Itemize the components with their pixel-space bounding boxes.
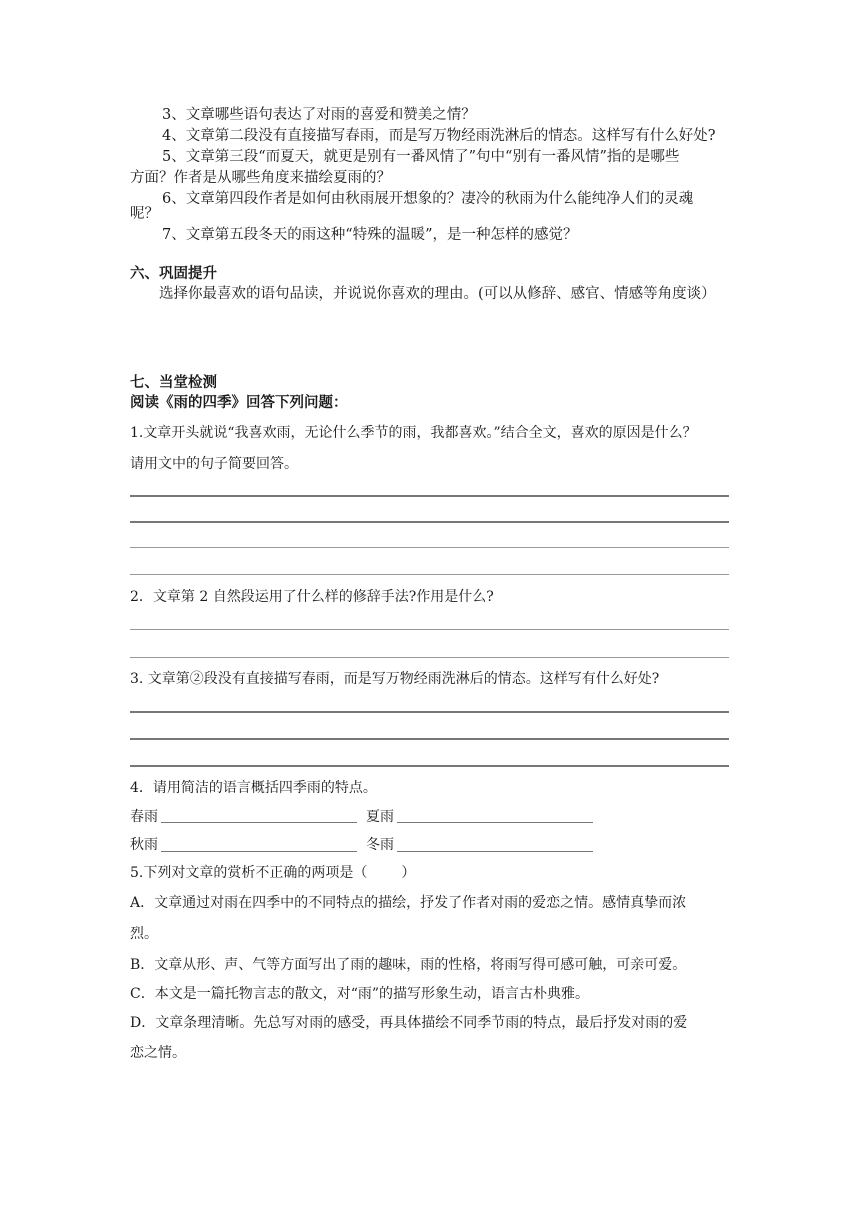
test-q1-line2: 请用文中的句子简要回答。 bbox=[130, 456, 298, 472]
answer-line[interactable] bbox=[130, 574, 729, 575]
test-q2: 2．文章第 2 自然段运用了什么样的修辞手法?作用是什么? bbox=[130, 589, 494, 605]
question-5-line1: 5、文章第三段“而夏天，就更是别有一番风情了”句中“别有一番风情”指的是哪些 bbox=[162, 149, 680, 165]
section-seven-heading: 七、当堂检测 bbox=[130, 375, 217, 391]
test-q1-line1: 1.文章开头就说“我喜欢雨，无论什么季节的雨，我都喜欢。”结合全文，喜欢的原因是什么？ bbox=[130, 425, 697, 441]
answer-line[interactable] bbox=[130, 657, 729, 658]
question-4: 4、文章第二段没有直接描写春雨，而是写万物经雨洗淋后的情态。这样写有什么好处? bbox=[162, 128, 716, 144]
option-d-line2: 恋之情。 bbox=[130, 1045, 186, 1061]
spring-rain-label: 春雨 bbox=[130, 809, 158, 825]
summer-rain-blank[interactable] bbox=[397, 822, 593, 823]
test-q5-prompt: 5.下列对文章的赏析不正确的两项是 bbox=[130, 865, 354, 881]
option-d-line1: D．文章条理清晰。先总写对雨的感受，再具体描绘不同季节雨的特点，最后抒发对雨的爱 bbox=[130, 1015, 688, 1031]
answer-paren-open: （ bbox=[353, 865, 368, 881]
autumn-rain-label: 秋雨 bbox=[130, 837, 158, 853]
answer-line[interactable] bbox=[130, 765, 729, 767]
option-c: C．本文是一篇托物言志的散文，对“雨”的描写形象生动，语言古朴典雅。 bbox=[130, 986, 590, 1002]
question-6-line2: 呢？ bbox=[130, 206, 159, 222]
winter-rain-blank[interactable] bbox=[397, 851, 593, 852]
question-7: 7、文章第五段冬天的雨这种“特殊的温暖”，是一种怎样的感觉？ bbox=[162, 227, 578, 243]
test-q3: 3. 文章第②段没有直接描写春雨，而是写万物经雨洗淋后的情态。这样写有什么好处? bbox=[130, 671, 660, 687]
section-six-heading: 六、巩固提升 bbox=[130, 266, 217, 282]
summer-rain-label: 夏雨 bbox=[366, 809, 394, 825]
option-a-line1: A．文章通过对雨在四季中的不同特点的描绘，抒发了作者对雨的爱恋之情。感情真挚而浓 bbox=[130, 895, 687, 911]
option-a-line2: 烈。 bbox=[130, 926, 158, 942]
answer-line[interactable] bbox=[130, 521, 729, 523]
answer-line[interactable] bbox=[130, 547, 729, 548]
spring-rain-blank[interactable] bbox=[161, 822, 357, 823]
test-q5 bbox=[130, 864, 415, 882]
question-5-line2: 方面？作者是从哪些角度来描绘夏雨的？ bbox=[130, 170, 391, 186]
answer-line[interactable] bbox=[130, 629, 729, 630]
section-seven-subheading: 阅读《雨的四季》回答下列问题： bbox=[130, 395, 348, 411]
option-b: B．文章从形、声、气等方面写出了雨的趣味，雨的性格，将雨写得可感可触，可亲可爱。 bbox=[130, 957, 687, 973]
answer-paren-close: ） bbox=[401, 865, 416, 881]
answer-line[interactable] bbox=[130, 711, 729, 713]
answer-line[interactable] bbox=[130, 495, 729, 497]
question-3: 3、文章哪些语句表达了对雨的喜爱和赞美之情？ bbox=[162, 107, 476, 123]
section-six-prompt: 选择你最喜欢的语句品读，并说说你喜欢的理由。(可以从修辞、感官、情感等角度谈） bbox=[159, 286, 716, 302]
autumn-rain-blank[interactable] bbox=[161, 851, 357, 852]
answer-line[interactable] bbox=[130, 738, 729, 740]
winter-rain-label: 冬雨 bbox=[366, 837, 394, 853]
question-6-line1: 6、文章第四段作者是如何由秋雨展开想象的？凄冷的秋雨为什么能纯净人们的灵魂 bbox=[162, 191, 694, 207]
test-q4: 4．请用简洁的语言概括四季雨的特点。 bbox=[130, 780, 377, 796]
